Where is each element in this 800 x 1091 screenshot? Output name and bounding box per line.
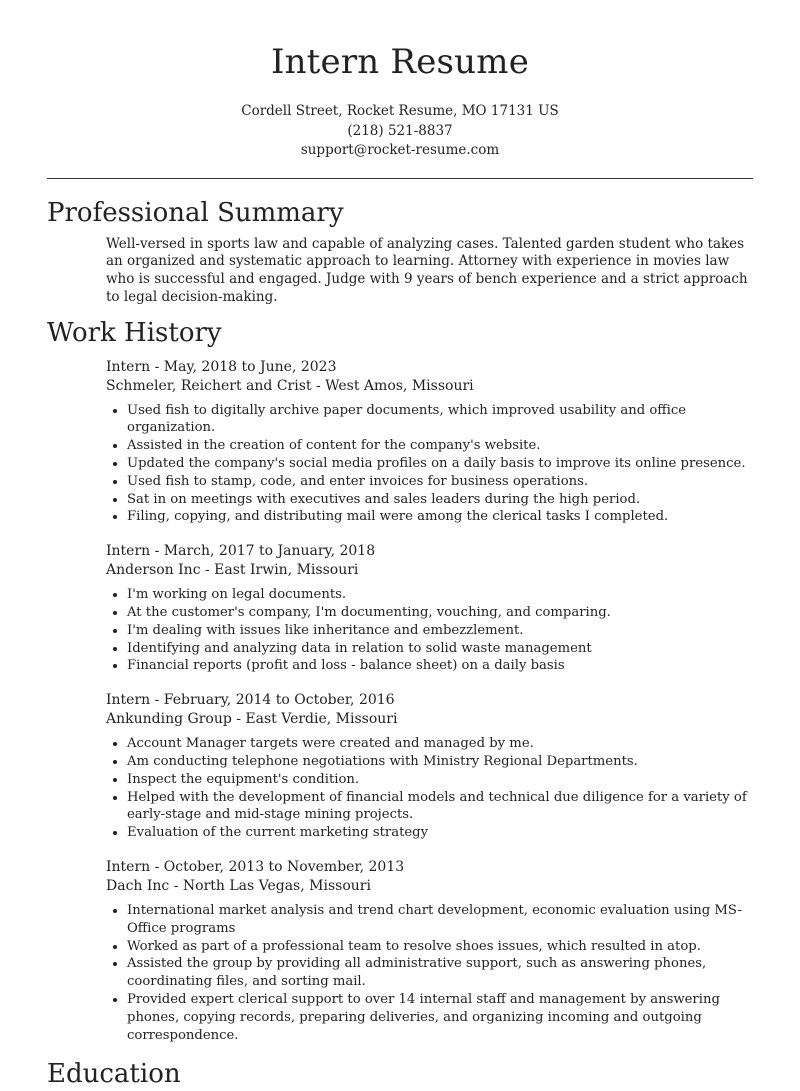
contact-address: Cordell Street, Rocket Resume, MO 17131 US	[241, 103, 559, 119]
job-title-dates: Intern - October, 2013 to November, 2013	[106, 859, 405, 876]
job-bullet-item: • Worked as part of a professional team to resolve shoes issues, which resulted in atop.	[127, 938, 753, 956]
job-bullet-item: • Filing, copying, and distributing mail were among the clerical tasks I completed.	[127, 508, 753, 526]
job-bullet-item: • Sat in on meetings with executives and sales leaders during the high period.	[127, 491, 753, 509]
job-bullet-item: • Inspect the equipment's condition.	[127, 771, 753, 789]
job-title-dates: Intern - March, 2017 to January, 2018	[106, 543, 376, 560]
job-bullet-item: • At the customer's company, I'm documenting, vouching, and comparing.	[127, 604, 753, 622]
job-entry	[106, 542, 753, 675]
work-history-list	[106, 358, 753, 1045]
job-bullet-item: • Identifying and analyzing data in relation to solid waste management	[127, 640, 753, 658]
professional-summary-heading: Professional Summary	[47, 197, 344, 228]
header-divider	[47, 178, 753, 179]
job-bullet-item: • Helped with the development of financial models and technical due diligence for a variety of early-stage and mid-stage mining projects.	[127, 789, 753, 825]
contact-phone: (218) 521-8837	[347, 122, 453, 139]
job-bullet-item: • Account Manager targets were created and managed by me.	[127, 735, 753, 753]
professional-summary-section	[0, 196, 800, 307]
job-bullet-item: • Evaluation of the current marketing strategy	[127, 824, 753, 842]
job-bullet-item: • Used fish to stamp, code, and enter invoices for business operations.	[127, 473, 753, 491]
contact-email: support@rocket-resume.com	[300, 142, 500, 158]
job-title-dates: Intern - May, 2018 to June, 2023	[106, 358, 337, 375]
job-company-location: Anderson Inc - East Irwin, Missouri	[106, 562, 359, 579]
job-bullet-item: • I'm dealing with issues like inheritance and embezzlement.	[127, 622, 753, 640]
job-bullet-list	[106, 735, 753, 842]
work-history-section	[0, 316, 800, 1045]
job-bullet-item: • Used fish to digitally archive paper documents, which improved usability and office organization.	[127, 402, 753, 438]
job-entry	[106, 691, 753, 842]
job-bullet-item: • International market analysis and trend chart development, economic evaluation using MS-Office programs	[127, 902, 753, 938]
job-entry	[106, 358, 753, 527]
job-bullet-item: • Provided expert clerical support to over 14 internal staff and management by answering phones, copying records, preparing deliveries, and organizing incoming and outgoing correspondence.	[127, 991, 753, 1044]
job-bullet-list	[106, 586, 753, 675]
education-heading: Education	[47, 1059, 181, 1090]
job-bullet-item: • Assisted in the creation of content for the company's website.	[127, 437, 753, 455]
job-title-dates: Intern - February, 2014 to October, 2016	[106, 692, 395, 709]
resume-header	[0, 0, 800, 161]
job-bullet-item: • Updated the company's social media profiles on a daily basis to improve its online presence.	[127, 455, 753, 473]
job-entry	[106, 858, 753, 1044]
job-bullet-list	[106, 402, 753, 527]
job-company-location: Dach Inc - North Las Vegas, Missouri	[106, 878, 371, 895]
job-bullet-item: • Assisted the group by providing all administrative support, such as answering phones, coordinating files, and sorting mail.	[127, 955, 753, 991]
professional-summary-text: Well-versed in sports law and capable of analyzing cases. Talented garden student who takes an organized and systematic approach to learning. Attorney with experience in movies law who is successful and engaged. Judge with 9 years of bench experience and a strict approach to legal decision-making.	[106, 235, 748, 305]
resume-name: Intern Resume	[270, 42, 530, 82]
education-section	[0, 1057, 800, 1091]
work-history-heading: Work History	[47, 317, 222, 348]
job-bullet-item: • Am conducting telephone negotiations with Ministry Regional Departments.	[127, 753, 753, 771]
job-company-location: Schmeler, Reichert and Crist - West Amos, Missouri	[106, 377, 474, 394]
job-company-location: Ankunding Group - East Verdie, Missouri	[106, 711, 398, 728]
job-bullet-item: • Financial reports (profit and loss - balance sheet) on a daily basis	[127, 657, 753, 675]
job-bullet-item: • I'm working on legal documents.	[127, 586, 753, 604]
job-bullet-list	[106, 902, 753, 1044]
